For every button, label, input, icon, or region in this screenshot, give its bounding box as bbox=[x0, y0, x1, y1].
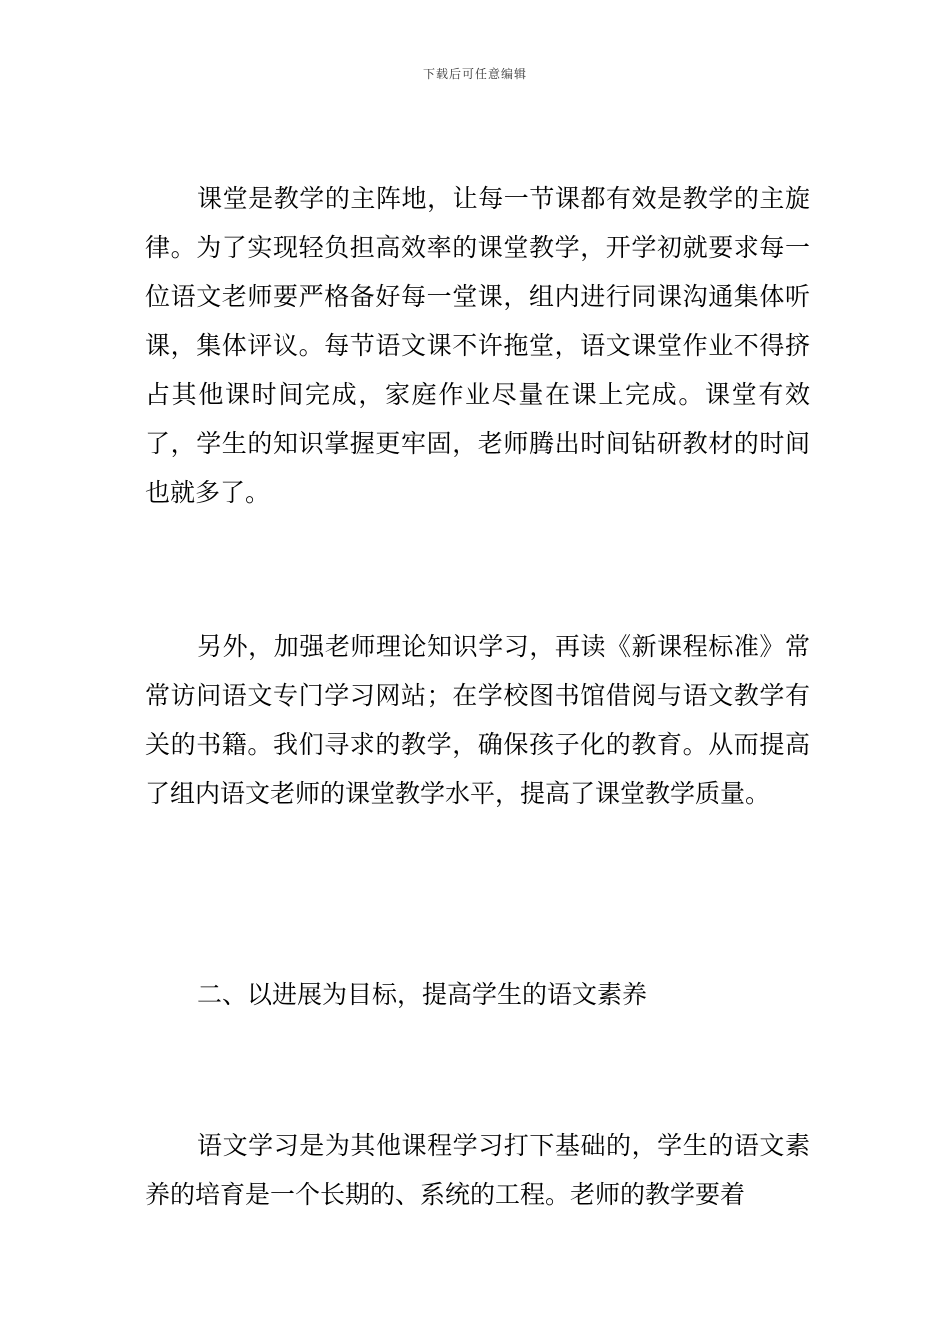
paragraph-classroom: 课堂是教学的主阵地，让每一节课都有效是教学的主旋律。为了实现轻负担高效率的课堂教学，开学初就要求每一位语文老师要严格备好每一堂课，组内进行同课沟通集体听课，集体评议。每节语文课不许拖堂，语文课堂作业不得挤占其他课时间完成，家庭作业尽量在课上完成。课堂有效了，学生的知识掌握更牢固，老师腾出时间钻研教材的时间也就多了。 bbox=[145, 184, 810, 507]
section-heading: 二、以进展为目标，提高学生的语文素养 bbox=[197, 980, 648, 1009]
paragraph-literacy: 语文学习是为其他课程学习打下基础的，学生的语文素养的培育是一个长期的、系统的工程。老师的教学要着 bbox=[145, 1131, 810, 1209]
header-note: 下载后可任意编辑 bbox=[422, 67, 527, 81]
paragraph-theory-study: 另外，加强老师理论知识学习，再读《新课程标准》常常访问语文专门学习网站；在学校图书馆借阅与语文教学有关的书籍。我们寻求的教学，确保孩子化的教育。从而提高了组内语文老师的课堂教学水平，提高了课堂教学质量。 bbox=[145, 632, 810, 808]
